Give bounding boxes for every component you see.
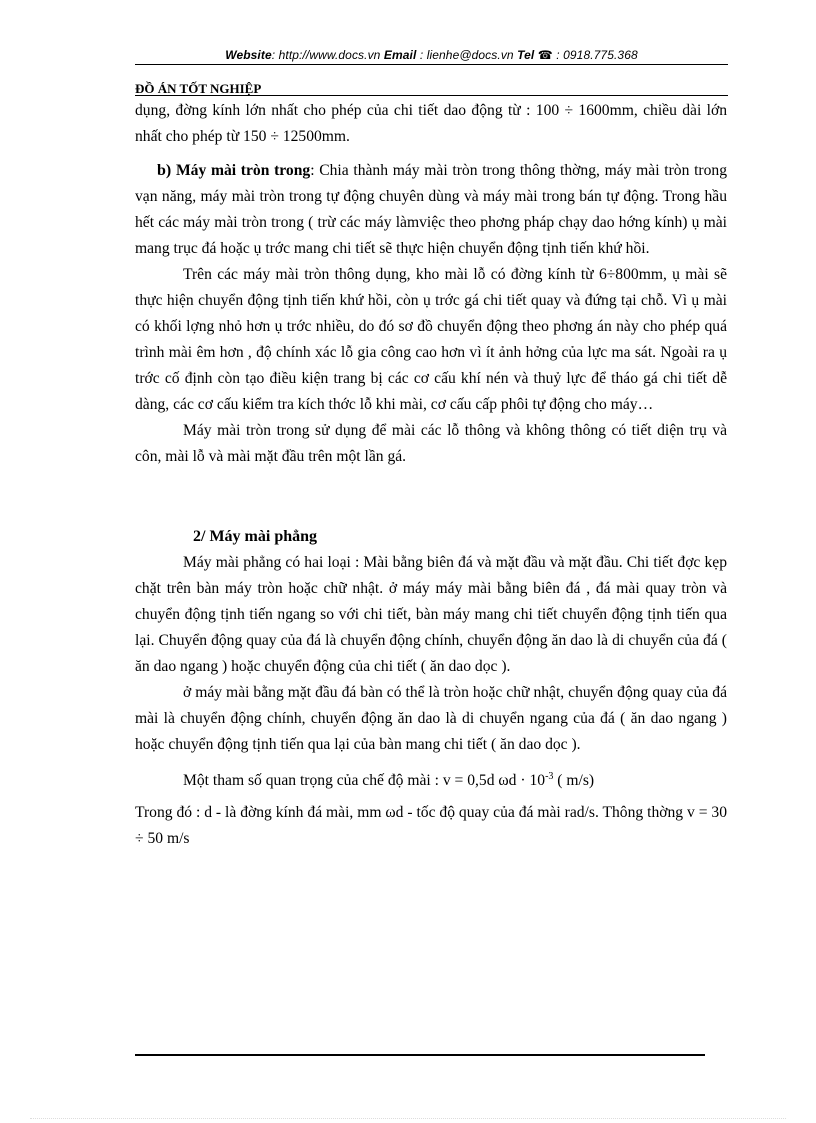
title-divider [135,95,728,96]
paragraph-1: dụng, đờng kính lớn nhất cho phép của chi tiết dao động từ : 100 ÷ 1600mm, chiều dài lớn nhất cho phép từ 150 ÷ 12500mm. [135,102,727,145]
formula-paragraph [135,764,727,794]
document-body [135,98,727,852]
subsection-title: Máy mài tròn trong [175,162,311,179]
header-divider [135,64,728,65]
tel-value: : 0918.775.368 [552,48,638,62]
paragraph-6: ở máy mài bằng mặt đầu đá bàn có thể là tròn hoặc chữ nhật, chuyển động quay của đá mài là chuyển động chính, chuyển động ăn dao là di chuyển ngang của đá ( ăn dao ngang ) hoặc chuyển động tịnh tiến qua lại của bàn mang chi tiết ( ăn dao dọc ). [135,684,727,753]
subsection-label: b) [157,162,172,179]
phone-icon: ☎ [537,48,553,62]
paragraph-3: Trên các máy mài tròn thông dụng, kho mài lỗ có đờng kính từ 6÷800mm, ụ mài sẽ thực hiện chuyển động tịnh tiến khứ hồi, còn ụ trớc gá chi tiết quay và đứng tại chỗ. Vì ụ mài có khối lợng nhỏ hơn ụ trớc nhiều, do đó sơ đồ chuyển động theo phơng án này cho phép quá trình mài êm hơn , độ chính xác lỗ gia công cao hơn vì ít ảnh hởng của lực ma sát. Ngoài ra ụ trớc cố định còn tạo điều kiện trang bị các cơ cấu khí nén và thuỷ lực để tháo gá chi tiết dễ dàng, các cơ cấu kiểm tra kích thớc lỗ khi mài, cơ cấu cấp phôi tự động cho máy… [135,266,727,413]
website-label: Website [225,48,272,62]
page-header [135,48,728,62]
tel-label: Tel [517,48,535,62]
paragraph-5: Máy mài phẳng có hai loại : Mài bằng biên đá và mặt đầu và mặt đầu. Chi tiết đợc kẹp chặt trên bàn máy tròn hoặc chữ nhật. ở máy máy mài bằng biên đá , đá mài quay tròn và chuyển động tịnh tiến ngang so với chi tiết, bàn máy mang chi tiết chuyển động tịnh tiến qua lại. Chuyển động quay của đá là chuyển động chính, chuyển động ăn dao là di chuyển của đá ( ăn dao ngang ) hoặc chuyển động của chi tiết ( ăn dao dọc ). [135,554,727,675]
page-bottom-border [30,1118,786,1119]
paragraph-2-text: : Chia thành máy mài tròn trong thông thờng, máy mài tròn trong vạn năng, máy mài tròn trong tự động chuyên dùng và máy mài trong bán tự động. Trong hầu hết các máy mài tròn trong ( trừ các máy làmviệc theo phơng pháp chạy dao hớng kính) ụ mài mang trục đá hoặc ụ trớc mang chi tiết sẽ thực hiện chuyển động tịnh tiến khứ hồi. [135,162,727,257]
email-link[interactable]: : lienhe@docs.vn [416,48,518,62]
section-title: 2/ Máy mài phẳng [193,528,318,545]
paragraph-8: Trong đó : d - là đờng kính đá mài, mm ωd - tốc độ quay của đá mài rad/s. Thông thờng v = 30 ÷ 50 m/s [135,804,727,848]
website-link[interactable]: : http://www.docs.vn [271,48,384,62]
formula-text: Một tham số quan trọng của chế độ mài : v = 0,5d ωd · 10 [183,772,546,790]
paragraph-2 [135,158,727,262]
formula-unit: ( m/s) [553,772,595,790]
document-title: ĐỒ ÁN TỐT NGHIỆP [135,81,262,96]
email-label: Email [383,48,417,62]
footer-divider [135,1054,705,1056]
paragraph-4: Máy mài tròn trong sử dụng để mài các lỗ thông và không thông có tiết diện trụ và côn, mài lỗ và mài mặt đầu trên một lần gá. [135,422,727,465]
formula-exponent: -3 [545,771,554,782]
